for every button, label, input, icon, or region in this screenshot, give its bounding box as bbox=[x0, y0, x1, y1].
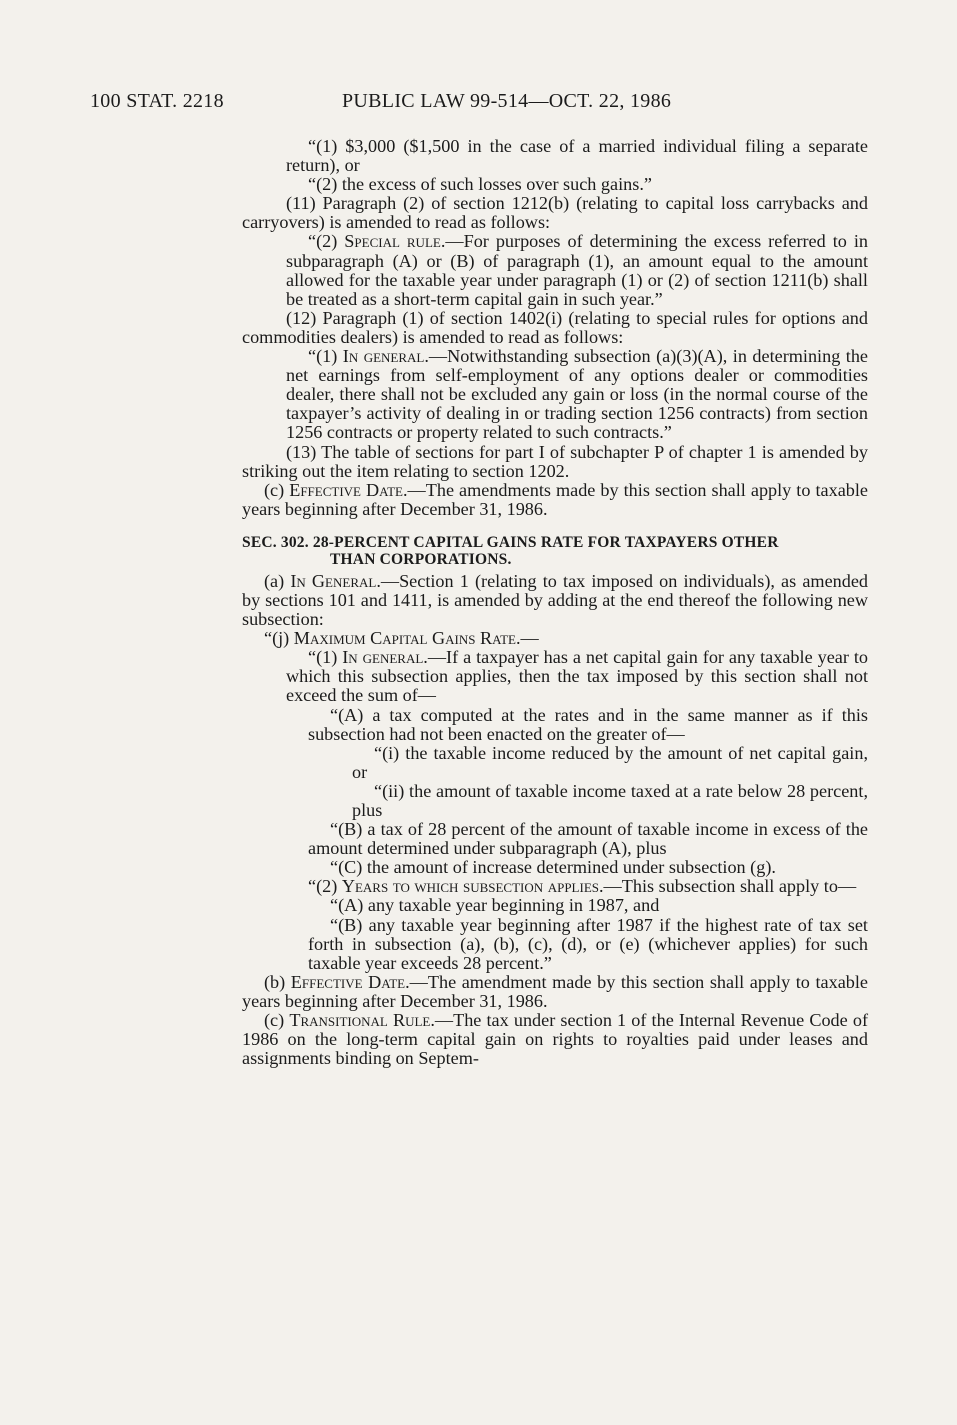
document-body bbox=[242, 137, 868, 1068]
paragraph-j1-in-general bbox=[242, 648, 868, 705]
j-heading: Maximum Capital Gains Rate. bbox=[293, 628, 521, 649]
j2-body: —This subsection shall apply to— bbox=[603, 876, 857, 897]
j2-heading: Years to which subsection applies. bbox=[341, 876, 604, 897]
section-302-heading-line1: SEC. 302. 28-PERCENT CAPITAL GAINS RATE FOR TAXPAYERS OTHER bbox=[242, 533, 779, 551]
b-effective-date-body: —The amendment made by this section shall apply to taxable years beginning after December 31, 1986. bbox=[242, 971, 868, 1011]
special-rule-body: —For purposes of determining the excess referred to in subparagraph (A) or (B) of paragraph (1), an amount equal to the amount allowed for the taxable year under paragraph (1) or (2) of section 1211(b) shall be treated as a short-term capital gain in such year.” bbox=[286, 231, 869, 309]
paragraph-a-in-general bbox=[242, 572, 868, 629]
c-transitional-heading: Transitional Rule. bbox=[289, 1010, 435, 1031]
statute-citation: 100 STAT. 2218 bbox=[90, 90, 224, 112]
in-general-heading: In general. bbox=[342, 346, 429, 367]
paragraph-j2-years bbox=[242, 877, 868, 896]
paragraph-j1-A: “(A) a tax computed at the rates and in the same manner as if this subsection had not been enacted on the greater of— bbox=[308, 704, 868, 744]
paragraph-11: (11) Paragraph (2) of section 1212(b) (relating to capital loss carrybacks and carryovers) is amended to read as follows: bbox=[242, 193, 868, 233]
law-title: PUBLIC LAW 99-514—OCT. 22, 1986 bbox=[342, 90, 672, 112]
paragraph-j2-B: “(B) any taxable year beginning after 1987 if the highest rate of tax set forth in subsection (a), (b), (c), (d), or (e) (whichever applies) for such taxable year exceeds 28 percent.” bbox=[308, 914, 868, 973]
paragraph-c-transitional-rule bbox=[242, 1011, 868, 1068]
effective-date-c-lead: (c) bbox=[264, 479, 290, 500]
effective-date-c-body: —The amendments made by this section shall apply to taxable years beginning after December 31, 1986. bbox=[242, 479, 868, 519]
paragraph-j1-C: “(C) the amount of increase determined under subsection (g). bbox=[330, 857, 776, 878]
j2-lead: “(2) bbox=[308, 876, 342, 897]
paragraph-j1-A-ii: “(ii) the amount of taxable income taxed at a rate below 28 percent, plus bbox=[352, 780, 868, 820]
a-in-general-body: —Section 1 (relating to tax imposed on individuals), as amended by sections 101 and 1411, is amended by adding at the end thereof the following new subsection: bbox=[242, 570, 868, 630]
paragraph-12: (12) Paragraph (1) of section 1402(i) (relating to special rules for options and commodities dealers) is amended to read as follows: bbox=[242, 307, 868, 347]
c-transitional-lead: (c) bbox=[264, 1010, 290, 1031]
paragraph-b-effective-date bbox=[242, 973, 868, 1011]
c-transitional-body: —The tax under section 1 of the Internal Revenue Code of 1986 on the long-term capital gain on rights to royalties paid under leases and assignments binding on Septem- bbox=[242, 1010, 869, 1069]
section-302-heading bbox=[242, 534, 868, 568]
paragraph-j1-B: “(B) a tax of 28 percent of the amount of taxable income in excess of the amount determined under subparagraph (A), plus bbox=[308, 819, 868, 859]
page-header bbox=[90, 90, 870, 118]
j-body: — bbox=[520, 628, 539, 649]
j1-body: —If a taxpayer has a net capital gain for any taxable year to which this subsection applies, then the tax imposed by this section shall not exceed the sum of— bbox=[286, 647, 868, 706]
a-in-general-lead: (a) bbox=[264, 570, 291, 591]
in-general-lead: “(1) bbox=[308, 346, 343, 367]
j1-heading: In general. bbox=[342, 647, 428, 668]
special-rule-lead: “(2) bbox=[308, 231, 345, 252]
paragraph-13: (13) The table of sections for part I of subchapter P of chapter 1 is amended by striking out the item relating to section 1202. bbox=[242, 441, 868, 481]
effective-date-c-heading: Effective Date. bbox=[289, 479, 408, 500]
paragraph-special-rule bbox=[242, 232, 868, 308]
paragraph-j-maximum-rate bbox=[242, 629, 868, 648]
paragraph-in-general-1402 bbox=[242, 347, 868, 442]
paragraph-j1-A-i: “(i) the taxable income reduced by the amount of net capital gain, or bbox=[352, 742, 868, 782]
a-in-general-heading: In General. bbox=[290, 570, 381, 591]
special-rule-heading: Special rule. bbox=[344, 231, 446, 252]
paragraph-j2-A: “(A) any taxable year beginning in 1987, and bbox=[330, 895, 660, 916]
in-general-body: —Notwithstanding subsection (a)(3)(A), in determining the net earnings from self-employment of any options dealer or commodities dealer, there shall not be excluded any gain or loss (in the normal course of the taxpayer’s activity of dealing in or trading section 1256 contracts) from section 1256 contracts or property related to such contracts.” bbox=[286, 346, 869, 443]
j-lead: “(j) bbox=[264, 628, 294, 649]
paragraph-1: “(1) $3,000 ($1,500 in the case of a married individual filing a separate return), or bbox=[286, 136, 868, 176]
b-effective-date-heading: Effective Date. bbox=[290, 971, 410, 992]
paragraph-2: “(2) the excess of such losses over such gains.” bbox=[308, 174, 652, 195]
b-effective-date-lead: (b) bbox=[264, 971, 291, 992]
j1-lead: “(1) bbox=[308, 647, 343, 668]
section-302-heading-line2: THAN CORPORATIONS. bbox=[330, 550, 512, 568]
paragraph-effective-date-c bbox=[242, 481, 868, 519]
